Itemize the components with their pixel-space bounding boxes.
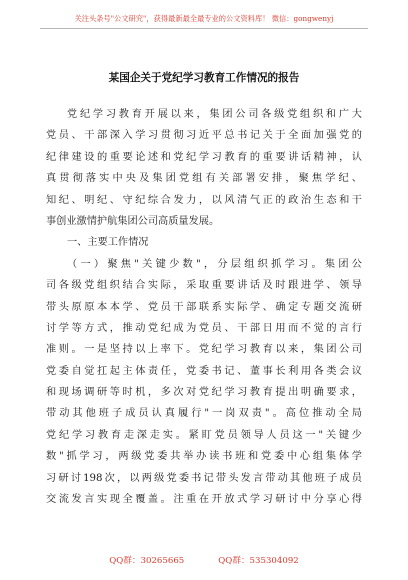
- body-line: 党员、干部深入学习贯彻习近平总书记关于全面加强党的: [46, 130, 362, 142]
- body-line: 党纪学习教育开展以来，集团公司各级党组织和广大: [67, 109, 362, 120]
- body-line: 带头原原本本学、党员干部联系实际学、确定专题交流研: [46, 301, 362, 313]
- section-heading: 一、主要工作情况: [67, 237, 149, 249]
- body-line: 真贯彻落实中央及集团党组有关部署安排，聚焦学纪、: [46, 173, 362, 185]
- footer-qq-group-1: QQ群：30265665: [109, 556, 185, 566]
- body-line: 和现场调研等时机，多次对党纪学习教育提出明确要求，: [46, 387, 362, 399]
- body-line: 交流发言实现全覆盖。注重在开放式学习研讨中分享心得: [46, 494, 362, 506]
- document-title: 某国企关于党纪学习教育工作情况的报告: [108, 72, 300, 84]
- body-line: 党纪学习教育走深走实。紧盯党员领导人员这一"关键少: [46, 429, 362, 441]
- body-line: 带动其他班子成员认真履行"一岗双责"。高位推动全局: [46, 408, 362, 420]
- footer-qq-group-2: QQ群：535304092: [218, 556, 299, 566]
- header-divider: [40, 28, 368, 29]
- body-line: 习研讨198次，以两级党委书记带头发言带动其他班子成员: [46, 472, 362, 484]
- body-line: 准则。一是坚持以上率下。党纪学习教育以来，集团公司: [46, 344, 362, 356]
- body-line: 知纪、明纪、守纪综合发力，以风清气正的政治生态和干: [46, 194, 362, 206]
- body-line: 讨学等方式，推动党纪成为党员、干部日用而不觉的言行: [46, 322, 362, 334]
- body-line: 数"抓学习，两级党委共举办读书班和党委中心组集体学: [46, 451, 362, 463]
- body-line: （一）聚焦"关键少数"，分层组织抓学习。集团公: [67, 258, 362, 270]
- header-promo-note: 关注头条号"公文研究"，获得最新最全最专业的公文资料库！ 微信：gongwenyj: [74, 14, 334, 23]
- document-body: [46, 104, 362, 510]
- body-line: 事创业激情护航集团公司高质量发展。: [46, 215, 220, 227]
- body-line: 纪律建设的重要论述和党纪学习教育的重要讲话精神，认: [46, 151, 362, 163]
- body-line: 司各级党组织结合实际，采取重要讲话及时跟进学、领导: [46, 280, 362, 292]
- footer-contact-note: [0, 554, 408, 566]
- body-line: 党委自觉扛起主体责任，党委书记、董事长利用各类会议: [46, 365, 362, 377]
